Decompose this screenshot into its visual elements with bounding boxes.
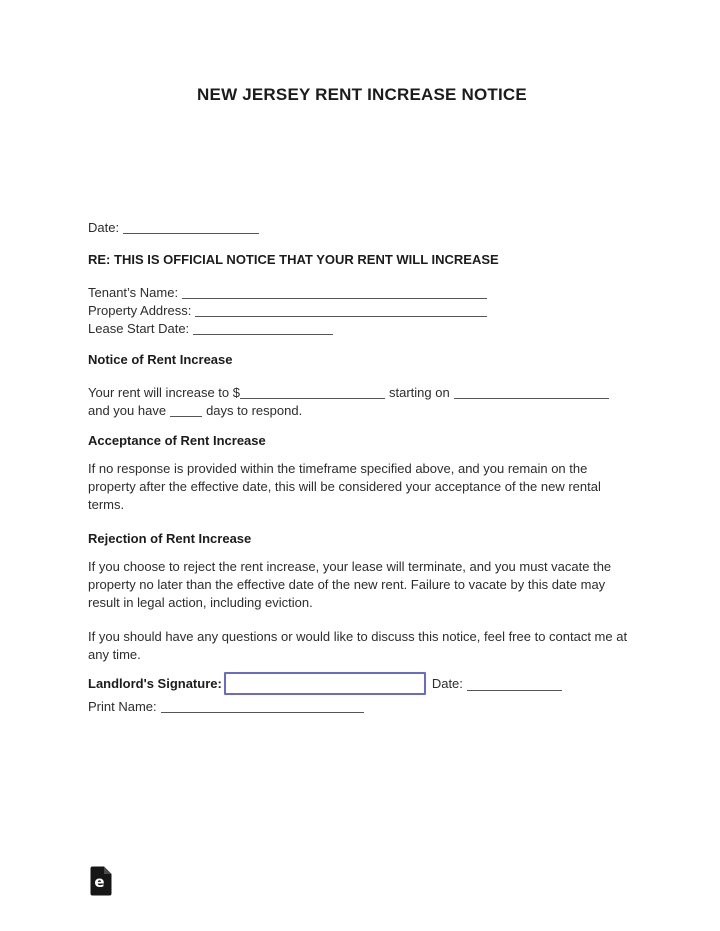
lease-start-date-line xyxy=(88,320,636,338)
eforms-document-icon xyxy=(90,866,112,896)
property-address-line xyxy=(88,302,636,320)
tenant-name-line xyxy=(88,284,636,302)
days-to-respond-blank xyxy=(170,403,202,417)
notice-sentence-part2: starting on xyxy=(389,385,450,400)
section-heading-rejection: Rejection of Rent Increase xyxy=(88,531,252,546)
landlord-signature-field[interactable] xyxy=(224,672,426,695)
section-heading-acceptance: Acceptance of Rent Increase xyxy=(88,433,266,448)
signature-date-label: Date: xyxy=(431,675,463,691)
acceptance-paragraph: If no response is provided within the timeframe specified above, and you remain on the property after the effective date, this will be considered your acceptance of the new rental terms. xyxy=(88,461,601,512)
notice-sentence-part1: Your rent will increase to $ xyxy=(88,385,240,400)
tenant-name-label: Tenant’s Name: xyxy=(88,285,179,300)
date-blank xyxy=(123,220,259,234)
logo-letter: e xyxy=(94,873,105,891)
date-line xyxy=(88,219,636,237)
rejection-paragraph: If you choose to reject the rent increase, your lease will terminate, and you must vacate the property no later than the effective date of the new rent. Failure to vacate by this date may result in legal action, including eviction. xyxy=(88,559,612,610)
signature-row xyxy=(88,672,636,695)
re-subject-line: RE: THIS IS OFFICIAL NOTICE THAT YOUR RENT WILL INCREASE xyxy=(88,252,499,267)
document-content xyxy=(88,0,636,716)
notice-sentence-line1 xyxy=(88,384,636,402)
lease-start-date-label: Lease Start Date: xyxy=(88,321,190,336)
notice-sentence xyxy=(88,384,636,420)
property-address-blank xyxy=(195,303,487,317)
footer-logo xyxy=(90,866,112,896)
tenant-name-blank xyxy=(182,285,487,299)
print-name-blank xyxy=(161,699,364,713)
notice-sentence-line2 xyxy=(88,402,636,420)
print-name-row xyxy=(88,698,636,716)
signature-date-blank xyxy=(467,677,562,691)
notice-sentence-part4: days to respond. xyxy=(206,403,303,418)
start-date-blank xyxy=(454,385,609,399)
new-rent-amount-blank xyxy=(240,385,385,399)
landlord-signature-label: Landlord's Signature: xyxy=(88,675,222,691)
notice-sentence-part3: and you have xyxy=(88,403,167,418)
party-fields xyxy=(88,284,636,338)
lease-start-date-blank xyxy=(193,321,333,335)
print-name-label: Print Name: xyxy=(88,699,157,714)
document-title: NEW JERSEY RENT INCREASE NOTICE xyxy=(197,85,527,104)
date-label: Date: xyxy=(88,220,120,235)
property-address-label: Property Address: xyxy=(88,303,192,318)
closing-paragraph: If you should have any questions or would like to discuss this notice, feel free to contact me at any time. xyxy=(88,629,628,662)
section-heading-notice: Notice of Rent Increase xyxy=(88,352,233,367)
